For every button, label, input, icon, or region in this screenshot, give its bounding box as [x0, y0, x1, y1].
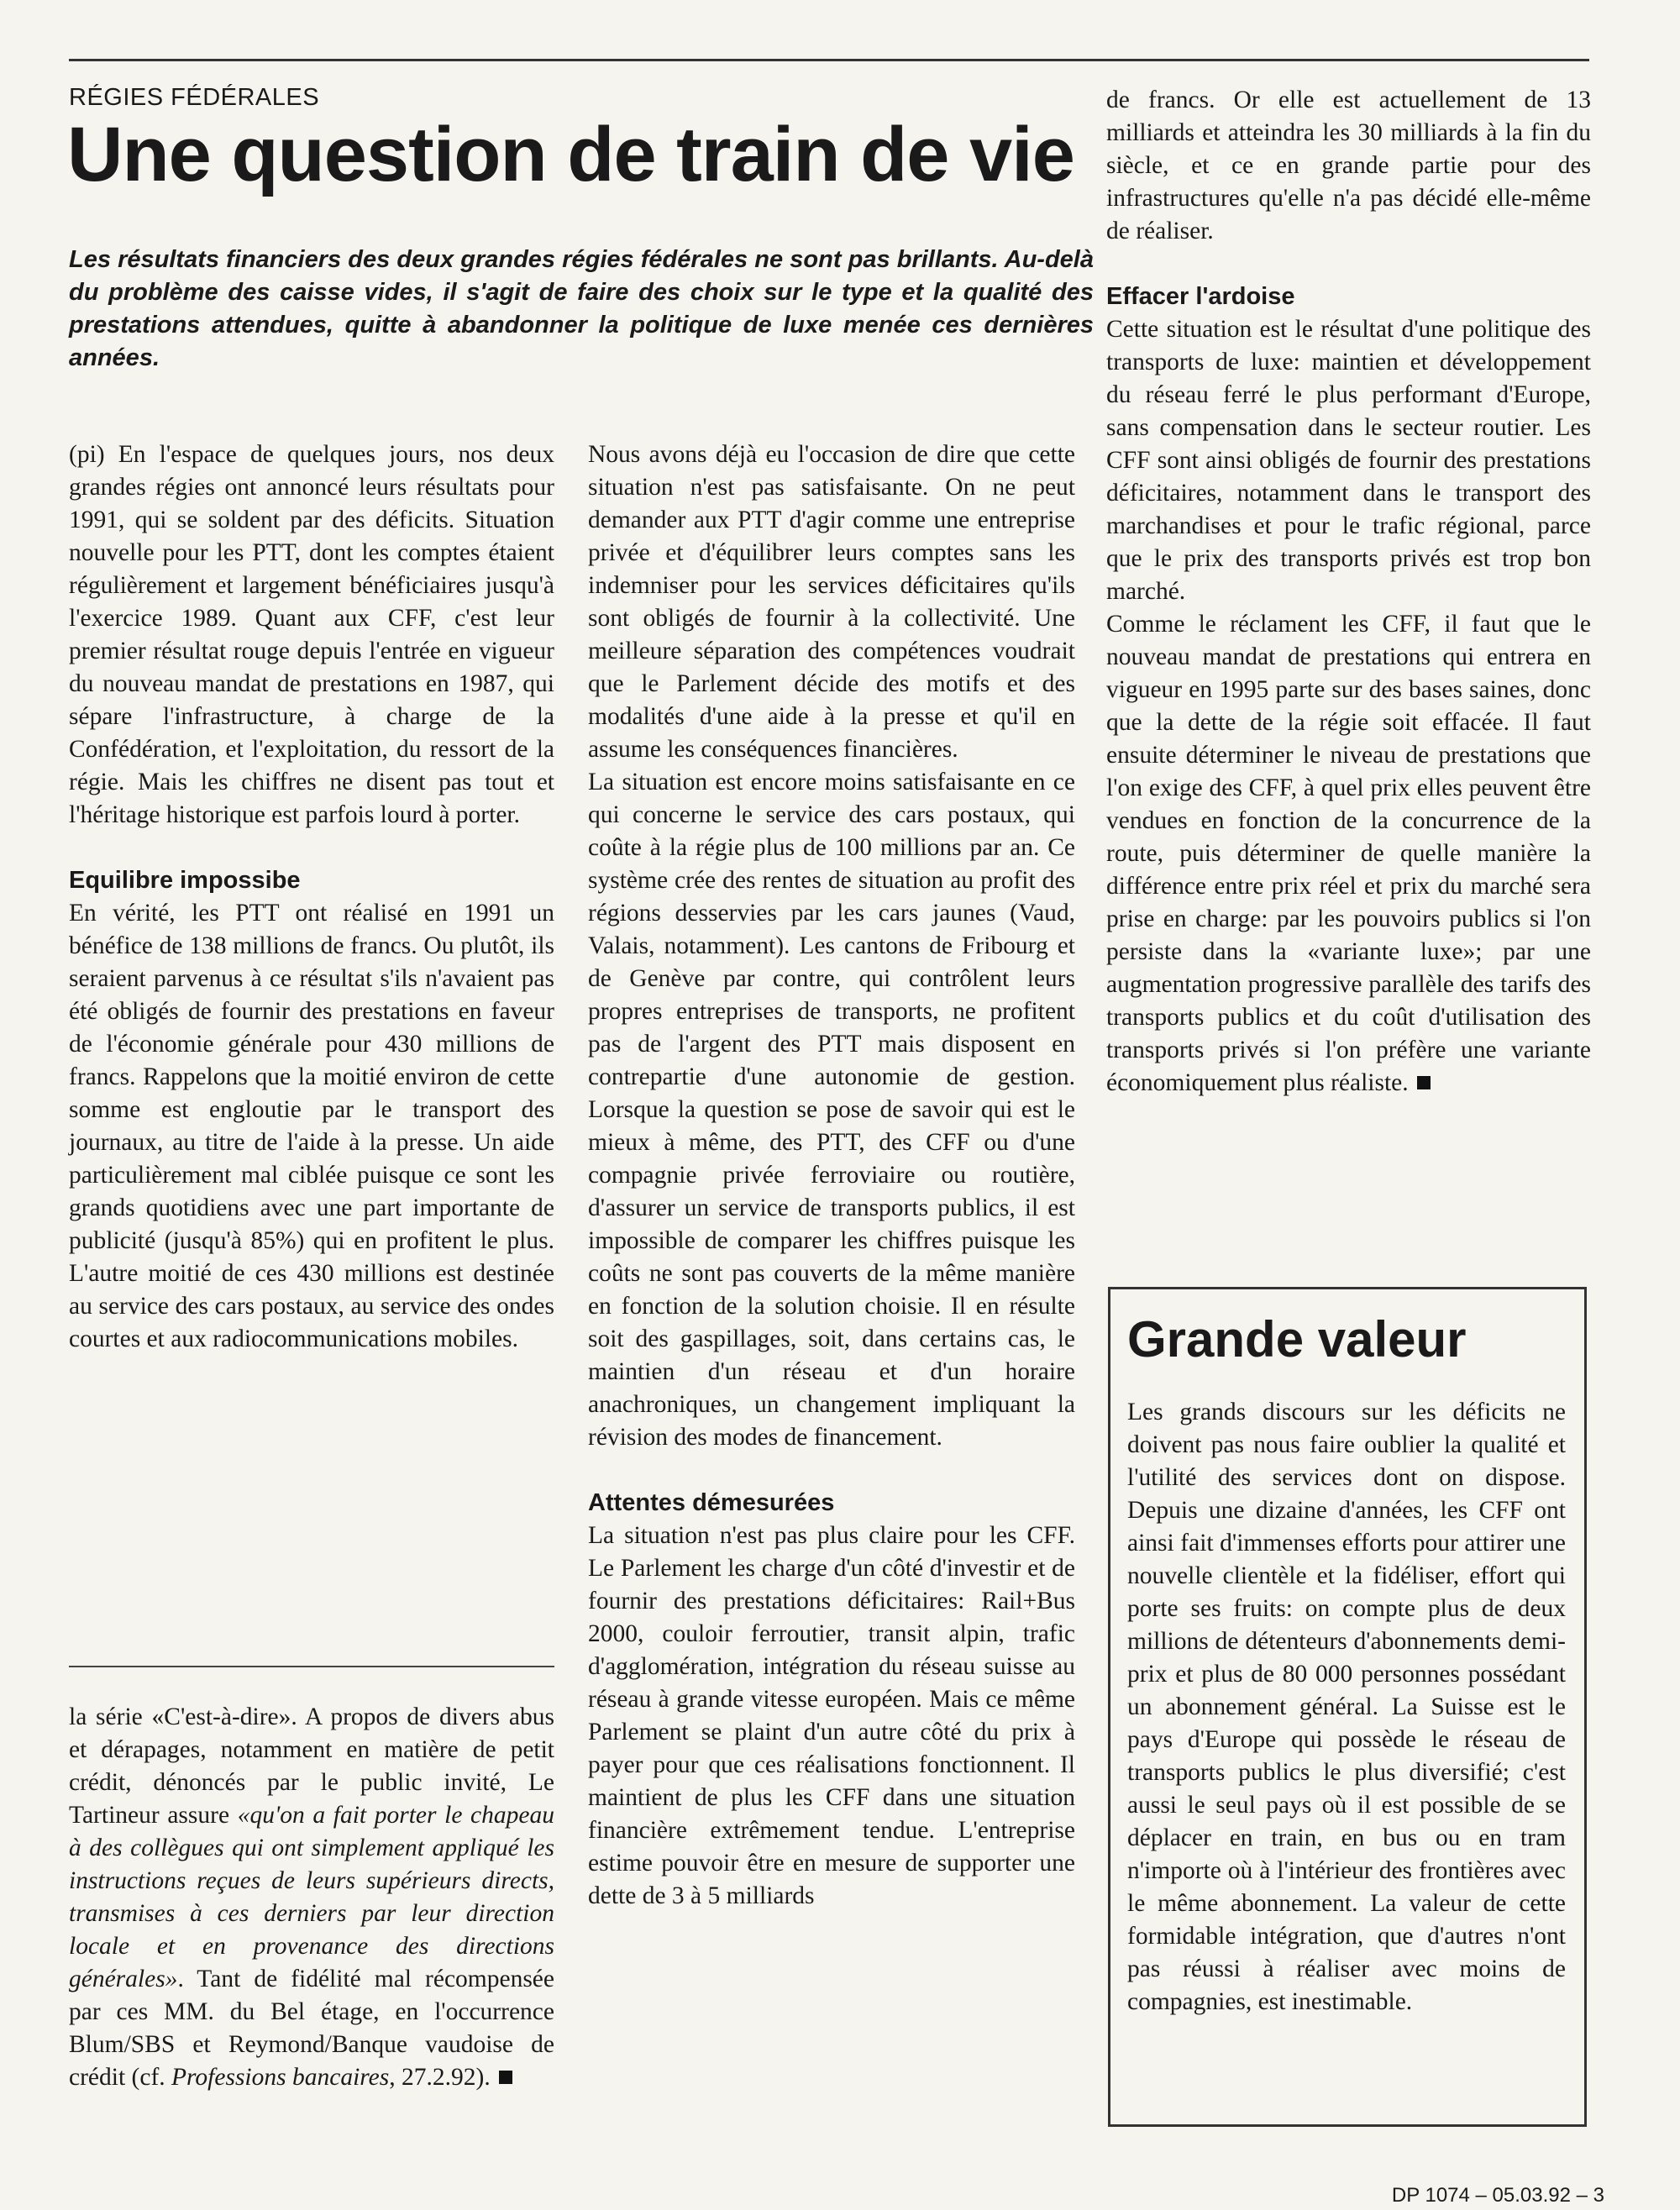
- sidebar-box: [1108, 1287, 1587, 2127]
- article-divider: [69, 1666, 554, 1667]
- sidebar-body: Les grands discours sur les déficits ne doivent pas nous faire oublier la qualité et l'utilité des services dont on dispose. Depuis une dizaine d'années, les CFF ont ainsi fait d'immenses efforts pour attirer une nouvelle clientèle et la fidéliser, effort qui porte ses fruits: on compte plus de deux millions de détenteurs d'abonnements demi-prix et plus de 80 000 personnes possédant un abonnement général. La Suisse est le pays d'Europe qui possède le réseau de transports publics le plus diversifié; c'est aussi le seul pays où il est possible de se déplacer en train, en bus ou en tram n'importe où à l'intérieur des frontières avec le même abonnement. La valeur de cette formidable intégration, que d'autres n'ont pas réussi à réaliser avec moins de compagnies, est inestimable.: [1127, 1399, 1566, 2015]
- fragment-text: . Tant de fidélité mal récompensée par ces MM. du Bel étage, en l'occurrence Blum/SBS et Reymond/Banque vaudoise de crédit (cf.: [69, 1966, 554, 2091]
- body-paragraph: La situation n'est pas plus claire pour les CFF. Le Parlement les charge d'un côté d'investir et de fournir des prestations déficitaires: Rail+Bus 2000, couloir ferroutier, transit alpin, trafic d'agglomération, intégration du réseau suisse au réseau à grande vitesse européen. Mais ce même Parlement se plaint d'un autre côté du prix à payer pour que ces réalisations fonctionnent. Il maintient de plus les CFF dans une situation financière extrêmement tendue. L'entreprise estime pouvoir être en mesure de supporter une dette de 3 à 5 milliards: [588, 1522, 1075, 1909]
- intro-paragraph: (pi) En l'espace de quelques jours, nos deux grandes régies ont annoncé leurs résultats pour 1991, qui se soldent par des déficits. Situation nouvelle pour les PTT, dont les comptes étaient régulièrement et largement bénéficiaires jusqu'à l'exercice 1989. Quant aux CFF, c'est leur premier résultat rouge depuis l'entrée en vigueur du nouveau mandat de prestations en 1987, qui sépare l'infrastructure, à charge de la Confédération, et l'exploitation, du ressort de la régie. Mais les chiffres ne disent pas tout et l'héritage historique est parfois lourd à porter.: [69, 441, 554, 828]
- body-paragraph: Cette situation est le résultat d'une politique des transports de luxe: maintien et développement du réseau ferré le plus performant d'Europe, sans compensation dans le secteur routier. Les CFF sont ainsi obligés de fournir des prestations déficitaires, notamment dans le transport des marchandises et pour le trafic régional, parce que le prix des transports privés est trop bon marché.: [1106, 316, 1591, 605]
- column-3: [1106, 84, 1591, 1100]
- article-headline: Une question de train de vie: [67, 112, 1074, 197]
- subheading-effacer: Effacer l'ardoise: [1106, 283, 1295, 310]
- end-mark-icon: [499, 2071, 512, 2084]
- sidebar-title: Grande valeur: [1127, 1311, 1467, 1367]
- article-lead: Les résultats financiers des deux grandes régies fédérales ne sont pas brillants. Au-delà du problème des caisse vides, il s'agit de faire des choix sur le type et la qualité des prestations attendues, quitte à abandonner la politique de luxe menée ces dernières années.: [69, 246, 1094, 371]
- fragment-text: la série «C'est-à-dire». A propos de divers abus et dérapages, notamment en matière de petit crédit, dénoncés par le public invité, Le Tartineur assure: [69, 1703, 554, 1829]
- fragment-paragraph: [69, 1701, 554, 2094]
- subheading-attentes: Attentes démesurées: [588, 1489, 835, 1516]
- body-text: Comme le réclament les CFF, il faut que le nouveau mandat de prestations qui entrera en vigueur en 1995 parte sur des bases saines, donc que la dette de la régie soit effacée. Il faut ensuite déterminer le niveau de prestations que l'on exige des CFF, à quel prix elles peuvent être vendues en fonction de la concurrence de la route, puis déterminer de quelle manière la différence entre prix réel et prix du marché sera prise en charge: par les pouvoirs publics si l'on persiste dans la «variante luxe»; par une augmentation progressive parallèle des tarifs des transports publics et du coût d'utilisation des transports privés si l'on préfère une variante économiquement plus réaliste.: [1106, 611, 1591, 1096]
- article-fragment: [69, 1701, 554, 2094]
- subheading-equilibre: Equilibre impossibe: [69, 867, 301, 894]
- fragment-citation: Professions bancaires: [171, 2064, 390, 2091]
- end-mark-icon: [1417, 1076, 1431, 1089]
- section-kicker: RÉGIES FÉDÉRALES: [69, 84, 320, 111]
- body-paragraph: En vérité, les PTT ont réalisé en 1991 un bénéfice de 138 millions de francs. Ou plutôt, ils seraient parvenus à ce résultat s'ils n'avaient pas été obligés de fournir des prestations en faveur de l'économie générale pour 430 millions de francs. Rappelons que la moitié environ de cette somme est engloutie par le transport des journaux, au titre de l'aide à la presse. Un aide particulièrement mal ciblée puisque ce sont les grands quotidiens avec une part importante de publicité (jusqu'à 85%) qui en profitent le plus. L'autre moitié de ces 430 millions est destinée au service des cars postaux, au service des ondes courtes et aux radiocommunications mobiles.: [69, 900, 554, 1352]
- top-rule: [69, 59, 1589, 61]
- body-paragraph: Nous avons déjà eu l'occasion de dire que cette situation n'est pas satisfaisante. On ne peut demander aux PTT d'agir comme une entreprise privée et d'équilibrer leurs comptes sans les indemniser pour les services déficitaires qu'ils sont obligés de fournir à la collectivité. Une meilleure séparation des compétences voudrait que le Parlement décide des motifs et des modalités d'une aide à la presse et qu'il en assume les conséquences financières.: [588, 441, 1075, 763]
- fragment-text: , 27.2.92).: [389, 2064, 491, 2091]
- column-2: [588, 438, 1075, 1913]
- body-paragraph: [1106, 608, 1591, 1100]
- page-folio: DP 1074 – 05.03.92 – 3: [1391, 2184, 1604, 2207]
- body-paragraph: La situation est encore moins satisfaisante en ce qui concerne le service des cars postaux, qui coûte à la régie plus de 100 millions par an. Ce système crée des rentes de situation au profit des régions desservies par les cars jaunes (Vaud, Valais, notamment). Les cantons de Fribourg et de Genève par contre, qui contrôlent leurs propres entreprises de transports, ne profitent pas de l'argent des PTT mais disposent en contrepartie d'une autonomie de gestion. Lorsque la question se pose de savoir qui est le mieux à même, des PTT, des CFF ou d'une compagnie privée ferroviaire ou routière, d'assurer un service de transports publics, il est impossible de comparer les chiffres puisque les coûts ne sont pas couverts de la même manière en fonction de la solution choisie. Il en résulte soit des gaspillages, soit, dans certains cas, le maintien d'un réseau et d'un horaire anachroniques, un changement impliquant la révision des modes de financement.: [588, 769, 1075, 1451]
- continuation-paragraph: de francs. Or elle est actuellement de 13 milliards et atteindra les 30 milliards à la fin du siècle, et ce en grande partie pour des infrastructures qu'elle n'a pas décidé elle-même de réaliser.: [1106, 87, 1591, 244]
- fragment-quote: «qu'on a fait porter le chapeau à des collègues qui ont simplement appliqué les instructions reçues de leurs supérieurs directs, transmises à ces derniers par leur direction locale et en provenance des directions générales»: [69, 1802, 554, 1992]
- column-1: [69, 438, 554, 1356]
